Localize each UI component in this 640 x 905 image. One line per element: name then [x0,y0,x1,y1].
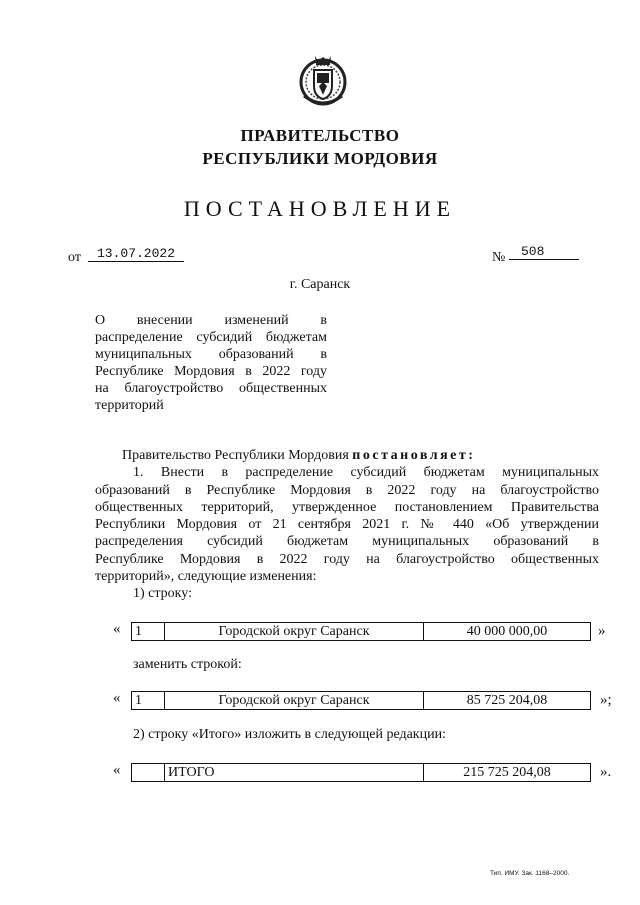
city: г. Саранск [289,277,351,292]
government-name-line1: ПРАВИТЕЛЬСТВО [240,126,400,145]
paragraph-line: распределения субсидий бюджетам муниципальных образований в [95,534,599,550]
preamble-emphasis: постановляет: [352,448,476,463]
body-text [95,447,599,603]
table-row [132,764,591,782]
replace-text: заменить строкой: [133,657,242,672]
subject-line: территорий [95,398,164,413]
print-note: Тип. ИМУ. Зак. 1168–2000. [490,870,570,877]
number-label: № [492,250,506,265]
paragraph-line: территорий», следующие изменения: [95,569,317,585]
row-municipality: Городской округ Саранск [165,623,424,641]
government-name-line2: РЕСПУБЛИКИ МОРДОВИЯ [202,149,438,168]
paragraph-line: Республике Мордовия в 2022 году на благоустройство общественных [95,551,599,567]
quote-close: »; [600,692,612,708]
table-row [132,623,591,641]
table-row [132,692,591,710]
new-row-table [131,691,591,710]
document-subject [95,312,327,414]
paragraph-line: общественных территорий, утвержденное постановлением Правительства [95,499,599,515]
quote-open: « [113,621,121,637]
paragraph-line: образований в Республике Мордовия в 2022 году на благоустройство [95,482,599,498]
subject-line: О внесении изменений в [95,313,327,328]
paragraph-line: 1. Внести в распределение субсидий бюджетам муниципальных [133,465,599,481]
row-number: 1 [132,692,165,710]
row-amount: 85 725 204,08 [424,692,591,710]
old-row-table [131,622,591,641]
coat-of-arms-icon [298,52,348,108]
item1-text: 1) строку: [133,586,192,602]
quote-close: » [598,623,606,639]
subject-line: муниципальных образований в [95,347,327,362]
quote-close: ». [600,764,612,780]
subject-line: Республике Мордовия в 2022 году [95,364,327,379]
row-number [132,764,165,782]
row-amount: 215 725 204,08 [424,764,591,782]
paragraph-line: Республики Мордовия от 21 сентября 2021 г. № 440 «Об утверждении [95,517,599,533]
quote-open: « [113,762,121,778]
document-date: 13.07.2022 [88,246,184,262]
subject-line: на благоустройство общественных [95,381,327,396]
row-amount: 40 000 000,00 [424,623,591,641]
row-municipality: Городской округ Саранск [165,692,424,710]
subject-line: распределение субсидий бюджетам [95,330,327,345]
document-type-title: ПОСТАНОВЛЕНИЕ [183,196,457,221]
date-label: от [68,250,81,265]
total-row-table [131,763,591,782]
row-municipality: ИТОГО [165,764,424,782]
row-number: 1 [132,623,165,641]
document-number: 508 [509,244,579,260]
preamble-text: Правительство Республики Мордовия [122,448,349,463]
preamble [95,447,599,464]
item2-text: 2) строку «Итого» изложить в следующей редакции: [133,727,446,742]
quote-open: « [113,690,121,706]
